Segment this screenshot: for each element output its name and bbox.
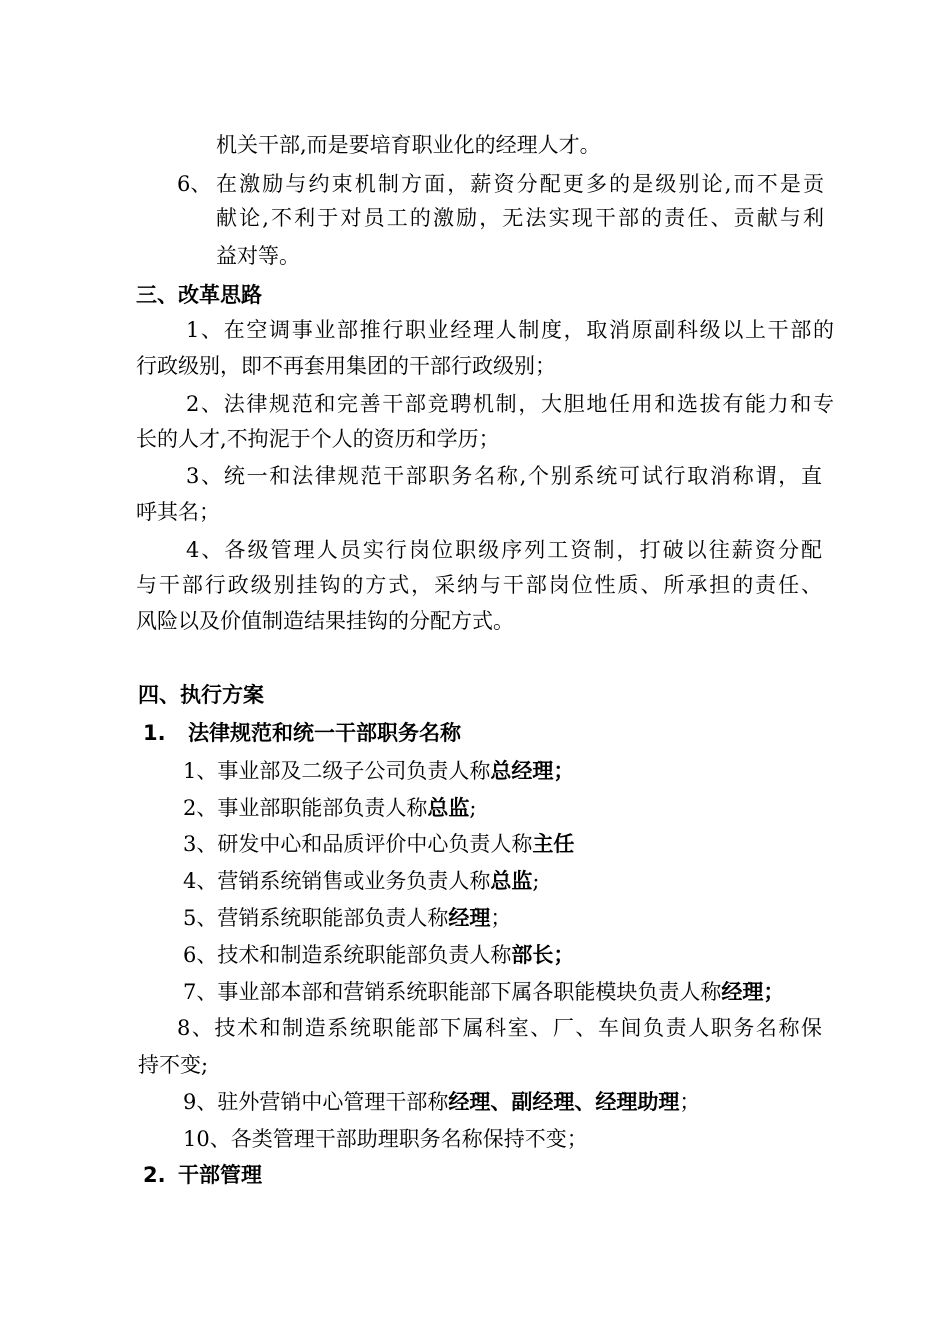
reform-2-line-1: 2、法律规范和完善干部竞聘机制，大胆地任用和选拔有能力和专 bbox=[186, 392, 834, 416]
list-5-continuation: 机关干部,而是要培育职业化的经理人才。 bbox=[216, 133, 601, 157]
title-rule-10: 10、各类管理干部助理职务名称保持不变； bbox=[183, 1127, 588, 1151]
title-rule-1: 1、事业部及二级子公司负责人称总经理； bbox=[183, 759, 575, 783]
list-item-6-line-1: 在激励与约束机制方面，薪资分配更多的是级别论,而不是贡 bbox=[216, 172, 824, 196]
title-rule-5: 5、营销系统职能部负责人称经理； bbox=[183, 906, 512, 930]
reform-4-line-2: 与干部行政级别挂钩的方式，采纳与干部岗位性质、所承担的责任、 bbox=[136, 573, 822, 597]
subsection-1-number: 1. bbox=[143, 721, 166, 745]
reform-2-line-2: 长的人才,不拘泥于个人的资历和学历； bbox=[136, 427, 500, 451]
section-heading-reform: 三、改革思路 bbox=[136, 283, 262, 307]
title-rule-8-line-2: 持不变; bbox=[138, 1053, 209, 1077]
reform-4-line-3: 风险以及价值制造结果挂钩的分配方式。 bbox=[136, 609, 514, 633]
subsection-1-title: 法律规范和统一干部职务名称 bbox=[188, 721, 461, 745]
reform-3-line-2: 呼其名； bbox=[136, 500, 220, 524]
reform-1-line-2: 行政级别，即不再套用集团的干部行政级别； bbox=[136, 354, 556, 378]
list-item-6-number: 6、 bbox=[177, 172, 212, 196]
list-item-6-line-2: 献论,不利于对员工的激励，无法实现干部的责任、贡献与利 bbox=[216, 206, 824, 230]
title-rule-8-line-1: 8、技术和制造系统职能部下属科室、厂、车间负责人职务名称保 bbox=[177, 1016, 822, 1040]
reform-4-line-1: 4、各级管理人员实行岗位职级序列工资制，打破以往薪资分配 bbox=[186, 538, 822, 562]
subsection-2-number: 2. bbox=[143, 1163, 166, 1187]
reform-1-line-1: 1、在空调事业部推行职业经理人制度，取消原副科级以上干部的 bbox=[186, 318, 834, 342]
title-rule-6: 6、技术和制造系统职能部负责人称部长； bbox=[183, 943, 575, 967]
reform-3-line-1: 3、统一和法律规范干部职务名称,个别系统可试行取消称谓，直 bbox=[186, 464, 822, 488]
title-rule-9: 9、驻外营销中心管理干部称经理、副经理、经理助理； bbox=[183, 1090, 701, 1114]
title-rule-3: 3、研发中心和品质评价中心负责人称主任 bbox=[183, 832, 575, 856]
section-heading-plan: 四、执行方案 bbox=[138, 683, 264, 707]
list-item-6-line-3: 益对等。 bbox=[216, 244, 300, 268]
title-rule-4: 4、营销系统销售或业务负责人称总监; bbox=[183, 869, 540, 893]
title-rule-7: 7、事业部本部和营销系统职能部下属各职能模块负责人称经理； bbox=[183, 980, 785, 1004]
subsection-2-title: 干部管理 bbox=[178, 1163, 262, 1187]
title-rule-2: 2、事业部职能部负责人称总监; bbox=[183, 796, 477, 820]
